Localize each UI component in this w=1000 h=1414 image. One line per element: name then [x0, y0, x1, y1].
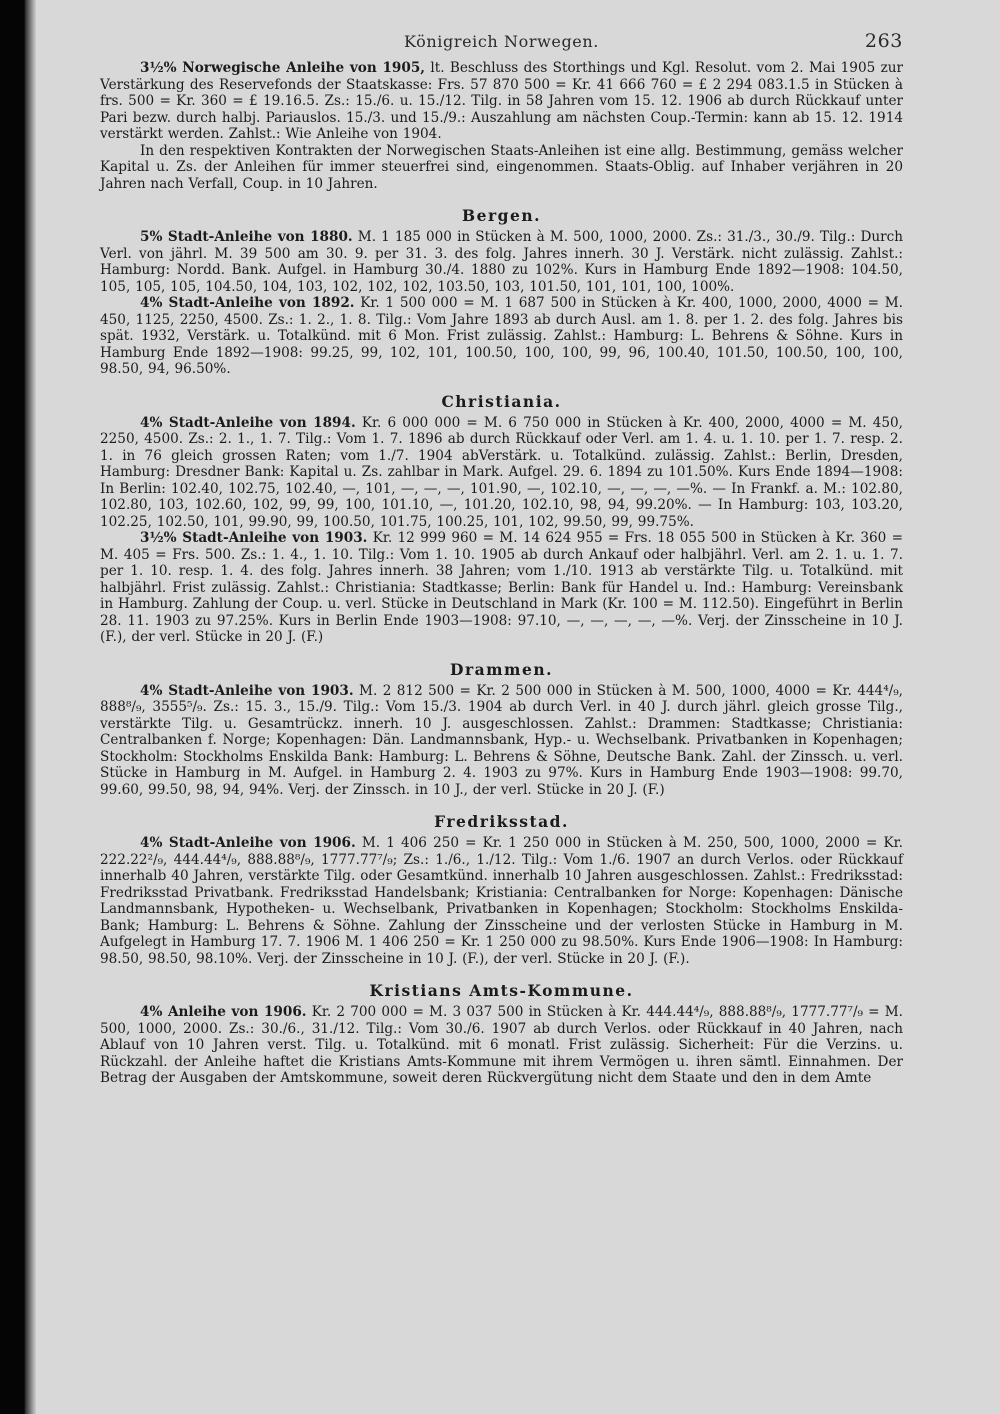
entry-text: Kr. 12 999 960 = M. 14 624 955 = Frs. 18 055 500 in Stücken à Kr. 360 = M. 405 = Frs. 500. Zs.: 1. 4., 1. 10. Tilg.: Vom 1. 10. 1905 ab durch Ankauf oder halbjährl. Verl. am 2. 1. u. 1. 7. per 1. 10. resp. 1. 4. des folg. Jahres innerh. 38 Jahren; vom 1./10. 1913 ab verstärkte Tilg. u. Totalkünd. mit halbjährl. Frist zulässig. Zahlst.: Christiania: Stadtkasse; Berlin: Bank für Handel u. Ind.: Hamburg: Vereinsbank in Hamburg. Zahlung der Coup. u. verl. Stücke in Deutschland in Mark (Kr. 100 = M. 112.50). Eingeführt in Berlin 28. 11. 1903 zu 97.25%. Kurs in Berlin Ende 1903—1908: 97.10, —, —, —, —, —%. Verj. der Zinsscheine in 10 J. (F.), der verl. Stücke in 20 J. (F.)	[100, 530, 903, 645]
scan-binding-edge	[0, 0, 36, 1414]
entry-text: M. 2 812 500 = Kr. 2 500 000 in Stücken à M. 500, 1000, 4000 = Kr. 444⁴/₉, 888⁸/₉, 3555⁵/₉. Zs.: 15. 3., 15./9. Tilg.: Vom 15./3. 1904 ab durch Verl. in 40 J. durch jährl. gleich grosse Tilg., verstärkte Tilg. u. Gesamtrückz. innerh. 10 J. ausgeschlossen. Zahlst.: Drammen: Stadtkasse; Christiania: Centralbanken f. Norge; Kopenhagen: Dän. Landmannsbank, Hyp.- u. Wechselbank. Privatbanken in Kopenhagen; Stockholm: Stockholms Enskilda Bank: Hamburg: L. Behrens & Söhne, Deutsche Bank. Zahl. der Zinssch. u. verl. Stücke in Hamburg in M. Aufgel. in Hamburg 2. 4. 1903 zu 97%. Kurs in Hamburg Ende 1903—1908: 99.70, 99.60, 99.50, 98, 94, 94%. Verj. der Zinssch. in 10 J., der verl. Stücke in 20 J. (F.)	[100, 682, 903, 798]
entry-lead: 4% Stadt-Anleihe von 1906.	[140, 835, 356, 851]
entry-fredriksstad-1906	[100, 835, 903, 967]
running-header	[100, 30, 903, 60]
section-drammen	[100, 660, 903, 799]
entry-general-provision	[100, 143, 903, 193]
section-heading: Bergen.	[462, 206, 541, 225]
entry-text: Kr. 1 500 000 = M. 1 687 500 in Stücken à Kr. 400, 1000, 2000, 4000 = M. 450, 1125, 2250, 4500. Zs.: 1. 2., 1. 8. Tilg.: Vom Jahre 1893 ab durch Ausl. am 1. 8. per 1. 2. des folg. Jahres bis spät. 1932, Verstärk. u. Totalkünd. mit 6 Mon. Frist zulässig. Zahlst.: Hamburg: L. Behrens & Söhne. Kurs in Hamburg Ende 1892—1908: 99.25, 99, 102, 101, 100.50, 100, 100, 99, 96, 100.40, 101.50, 100.50, 100, 100, 98.50, 94, 96.50%.	[100, 295, 903, 377]
entry-bergen-1880	[100, 229, 903, 295]
entry-lead: 3½% Norwegische Anleihe von 1905,	[140, 60, 426, 76]
entry-lead: 4% Stadt-Anleihe von 1892.	[140, 295, 355, 311]
entry-bergen-1892	[100, 295, 903, 378]
entry-christiania-1903	[100, 530, 903, 646]
section-kristians-amts-kommune	[100, 981, 903, 1087]
entry-text: Kr. 6 000 000 = M. 6 750 000 in Stücken à Kr. 400, 2000, 4000 = M. 450, 2250, 4500. Zs.: 2. 1., 1. 7. Tilg.: Vom 1. 7. 1896 ab durch Rückkauf oder Verl. am 1. 4. u. 1. 10. per 1. 7. resp. 2. 1. in 76 gleich grossen Raten; vom 1./7. 1904 abVerstärk. u. Totalkünd. zulässig. Zahlst.: Berlin, Dresden, Hamburg: Dresdner Bank: Kapital u. Zs. zahlbar in Mark. Aufgel. 29. 6. 1894 zu 101.50%. Kurs Ende 1894—1908: In Berlin: 102.40, 102.75, 102.40, —, 101, —, —, —, 101.90, —, 102.10, —, —, —, —%. — In Frankf. a. M.: 102.80, 102.80, 103, 102.60, 102, 99, 99, 100, 101.10, —, 101.20, 102.10, 98, 94, 99.20%. — In Hamburg: 103, 103.20, 102.25, 102.50, 101, 99.90, 99, 100.50, 101.75, 100.25, 101, 102, 99.50, 99, 99.75%.	[100, 414, 903, 530]
entry-lead: 5% Stadt-Anleihe von 1880.	[140, 229, 353, 245]
entry-text: lt. Beschluss des Storthings und Kgl. Resolut. vom 2. Mai 1905 zur Verstärkung des Reservefonds der Staatskasse: Frs. 57 870 500 = Kr. 41 666 760 = £ 2 294 083.1.5 in Stücken à frs. 500 = Kr. 360 = £ 19.16.5. Zs.: 15./6. u. 15./12. Tilg. in 58 Jahren vom 15. 12. 1906 ab durch Rückkauf unter Pari bezw. durch halbj. Pariauslos. 15./3. und 15./9.: Auszahlung am nächsten Coup.-Termin: kann ab 15. 12. 1914 verstärkt werden. Zahlst.: Wie Anleihe von 1904.	[100, 60, 903, 142]
page-number: 263	[864, 30, 903, 52]
section-bergen	[100, 206, 903, 378]
entry-text: Kr. 2 700 000 = M. 3 037 500 in Stücken à Kr. 444.44⁴/₉, 888.88⁸/₉, 1777.77⁷/₉ = M. 500, 1000, 2000. Zs.: 30./6., 31./12. Tilg.: Vom 30./6. 1907 ab durch Verlos. oder Rückkauf in 40 Jahren, nach Ablauf von 10 Jahren verst. Tilg. u. Totalkünd. mit 6 monatl. Frist zulässig. Sicherheit: Für die Verzins. u. Rückzahl. der Anleihe haftet die Kristians Amts-Kommune mit ihrem Vermögen u. ihren sämtl. Einnahmen. Der Betrag der Ausgaben der Amtskommune, soweit deren Rückvergütung nicht dem Staate und den in dem Amte	[100, 1004, 903, 1086]
section-heading: Drammen.	[450, 659, 553, 679]
entry-christiania-1894	[100, 415, 903, 531]
entry-kristians-1906	[100, 1004, 903, 1087]
entry-text: M. 1 185 000 in Stücken à M. 500, 1000, 2000. Zs.: 31./3., 30./9. Tilg.: Durch Verl. von jährl. M. 39 500 am 30. 9. per 31. 3. des folg. Jahres innerh. 30 J. Verstärk. nicht zulässig. Zahlst.: Hamburg: Nordd. Bank. Aufgel. in Hamburg 30./4. 1880 zu 102%. Kurs in Hamburg Ende 1892—1908: 104.50, 105, 105, 105, 104.50, 104, 103, 102, 102, 102, 103.50, 103, 101.50, 101, 101, 100, 100%.	[100, 229, 903, 295]
entry-lead: 4% Stadt-Anleihe von 1894.	[140, 414, 356, 431]
entry-lead: 3½% Stadt-Anleihe von 1903.	[140, 530, 368, 546]
section-norway-state-loans	[100, 60, 903, 192]
section-fredriksstad	[100, 812, 903, 967]
entry-norwegische-anleihe-1905	[100, 60, 903, 143]
entry-text: In den respektiven Kontrakten der Norwegischen Staats-Anleihen ist eine allg. Bestimmung, gemäss welcher Kapital u. Zs. der Anleihen für immer steuerfrei sind, eingenommen. Staats-Oblig. auf Inhaber verjähren in 20 Jahren nach Verfall, Coup. in 10 Jahren.	[100, 142, 903, 192]
section-heading: Christiania.	[441, 391, 562, 411]
entry-lead: 4% Anleihe von 1906.	[140, 1004, 307, 1020]
entry-text: M. 1 406 250 = Kr. 1 250 000 in Stücken à M. 250, 500, 1000, 2000 = Kr. 222.22²/₉, 444.44⁴/₉, 888.88⁸/₉, 1777.77⁷/₉; Zs.: 1./6., 1./12. Tilg.: Vom 1./6. 1907 an durch Verlos. oder Rückkauf innerhalb 40 Jahren, verstärkte Tilg. oder Gesamtkünd. innerhalb 10 Jahren ausgeschlossen. Zahlst.: Fredriksstad: Fredriksstad Privatbank. Fredriksstad Handelsbank; Kristiania: Centralbanken for Norge: Kopenhagen: Dänische Landmannsbank, Hypotheken- u. Wechselbank, Privatbanken in Kopenhagen; Stockholm: Stockholms Enskilda-Bank; Hamburg: L. Behrens & Söhne. Zahlung der Zinsscheine und der verlosten Stücke in Hamburg in M. Aufgelegt in Hamburg 17. 7. 1906 M. 1 406 250 = Kr. 1 250 000 zu 98.50%. Kurs Ende 1906—1908: In Hamburg: 98.50, 98.50, 98.10%. Verj. der Zinsscheine in 10 J. (F.), der verl. Stücke in 20 J. (F.).	[100, 835, 903, 967]
document-page	[100, 30, 903, 1400]
entry-drammen-1903	[100, 683, 903, 799]
section-christiania	[100, 392, 903, 646]
entry-lead: 4% Stadt-Anleihe von 1903.	[140, 682, 354, 699]
running-title: Königreich Norwegen.	[404, 32, 599, 51]
section-heading: Kristians Amts-Kommune.	[369, 981, 634, 1000]
section-heading: Fredriksstad.	[434, 812, 569, 831]
